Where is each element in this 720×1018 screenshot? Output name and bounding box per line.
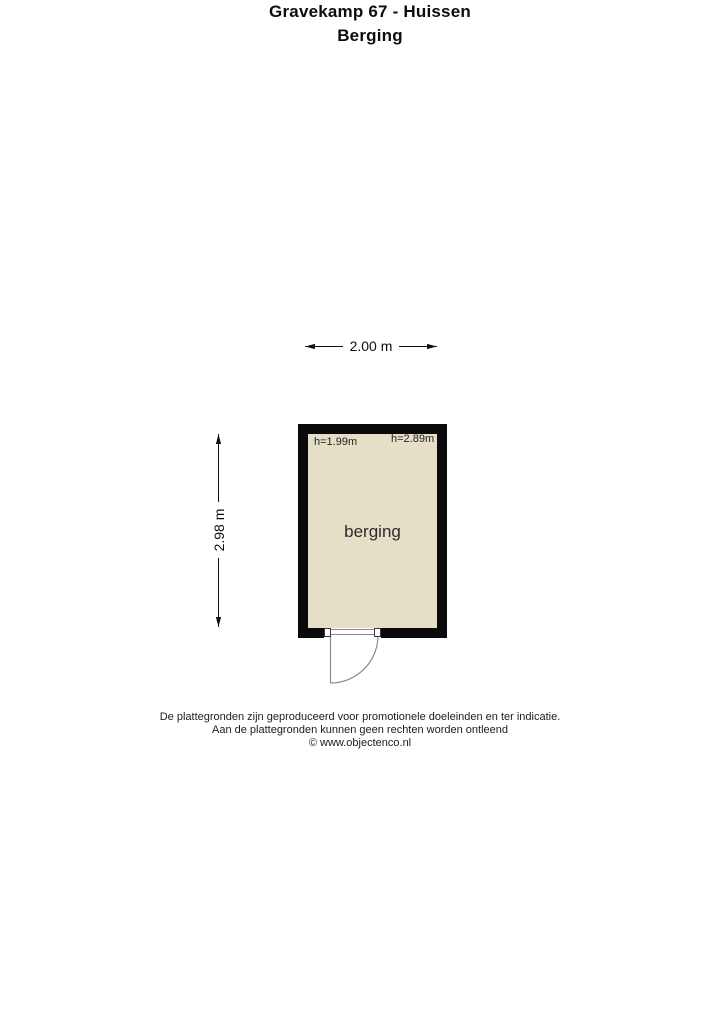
copyright-line: © www.objectenco.nl [308, 737, 412, 749]
room-name-label: berging [344, 522, 401, 541]
ceiling-height-label-right: h=2.89m [391, 433, 435, 445]
title-address: Gravekamp 67 - Huissen [269, 2, 471, 21]
ceiling-height-label-left: h=1.99m [314, 436, 358, 448]
height-dimension-label: 2.98 m [211, 470, 227, 590]
page-title [0, 0, 720, 48]
dim-arrow-up-icon [216, 434, 221, 444]
door [331, 635, 379, 683]
door-frame-bar [330, 629, 375, 635]
dim-arrow-down-icon [216, 617, 221, 627]
door-jamb-right [374, 628, 381, 637]
width-dimension-label: 2.00 m [251, 338, 491, 354]
disclaimer-line-1: De plattegronden zijn geproduceerd voor promotionele doeleinden en ter indicatie. [159, 711, 561, 723]
disclaimer-line-2: Aan de plattegronden kunnen geen rechten worden ontleend [211, 724, 508, 736]
door-jamb-left [324, 628, 331, 637]
door-swing-arc [331, 636, 379, 684]
disclaimer-footer [0, 711, 720, 750]
title-room-type: Berging [337, 26, 403, 45]
